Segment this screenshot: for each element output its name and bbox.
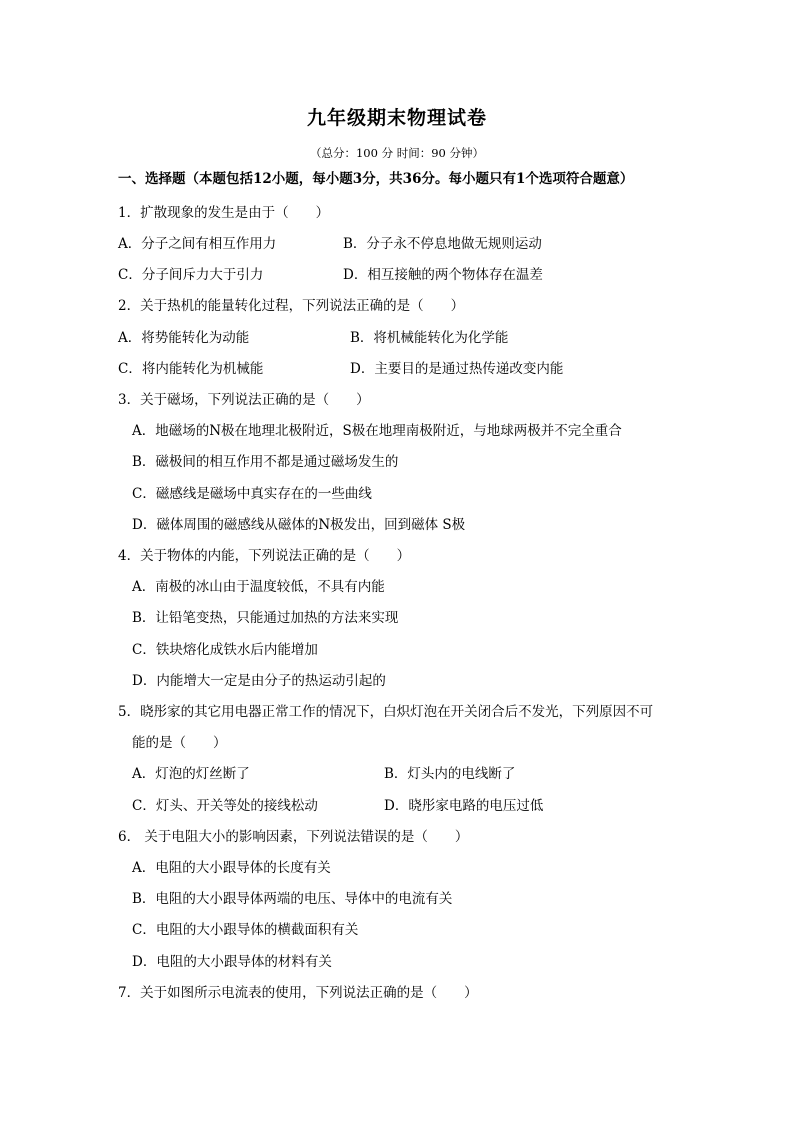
question-2-option-a: A．将势能转化为动能	[118, 330, 250, 346]
question-6-option-b: B．电阻的大小跟导体两端的电压、导体中的电流有关	[132, 891, 453, 907]
question-3-option-d: D．磁体周围的磁感线从磁体的N极发出，回到磁体 S极	[132, 517, 466, 533]
question-1-option-d: D．相互接触的两个物体存在温差	[343, 267, 543, 283]
question-6-option-c: C．电阻的大小跟导体的横截面积有关	[132, 922, 359, 938]
question-3-stem: 3．关于磁场，下列说法正确的是（ ）	[118, 392, 370, 408]
question-2-option-b: B．将机械能转化为化学能	[350, 330, 509, 346]
question-4-option-c: C．铁块熔化成铁水后内能增加	[132, 642, 318, 658]
question-1-stem: 1．扩散现象的发生是由于（ ）	[118, 205, 330, 221]
question-5-option-d: D．晓彤家电路的电压过低	[384, 798, 544, 814]
question-1-option-c: C．分子间斥力大于引力	[118, 267, 264, 283]
question-6-option-a: A．电阻的大小跟导体的长度有关	[132, 860, 331, 876]
question-4-option-a: A．南极的冰山由于温度较低，不具有内能	[132, 579, 385, 595]
question-3-option-a: A．地磁场的N极在地理北极附近，S极在地理南极附近，与地球两极并不完全重合	[132, 423, 622, 439]
question-4-stem: 4．关于物体的内能，下列说法正确的是（ ）	[118, 548, 411, 564]
question-3-option-b: B．磁极间的相互作用不都是通过磁场发生的	[132, 454, 399, 470]
question-7-stem: 7．关于如图所示电流表的使用，下列说法正确的是（ ）	[118, 985, 478, 1001]
question-6-option-d: D．电阻的大小跟导体的材料有关	[132, 954, 332, 970]
question-5-stem-line-1: 5．晓彤家的其它用电器正常工作的情况下，白炽灯泡在开关闭合后不发光，下列原因不可	[118, 704, 654, 720]
section-heading: 一、选择题（本题包括12小题，每小题3分，共36分。每小题只有1个选项符合题意）	[118, 171, 634, 187]
question-5-stem-line-2: 能的是（ ）	[132, 735, 227, 751]
question-4-option-d: D．内能增大一定是由分子的热运动引起的	[132, 673, 386, 689]
question-6-stem: 6． 关于电阻大小的影响因素，下列说法错误的是（ ）	[118, 829, 469, 845]
question-2-stem: 2．关于热机的能量转化过程，下列说法正确的是（ ）	[118, 298, 465, 314]
question-2-option-c: C．将内能转化为机械能	[118, 361, 264, 377]
exam-subtitle: （总分：100 分 时间：90 分钟）	[309, 146, 485, 160]
question-2-option-d: D．主要目的是通过热传递改变内能	[350, 361, 564, 377]
question-5-option-b: B．灯头内的电线断了	[384, 766, 516, 782]
question-5-option-c: C．灯头、开关等处的接线松动	[132, 798, 318, 814]
exam-title: 九年级期末物理试卷	[306, 107, 487, 129]
question-3-option-c: C．磁感线是磁场中真实存在的一些曲线	[132, 486, 372, 502]
question-4-option-b: B．让铅笔变热，只能通过加热的方法来实现	[132, 610, 399, 626]
question-1-option-b: B．分子永不停息地做无规则运动	[343, 236, 542, 252]
question-1-option-a: A．分子之间有相互作用力	[118, 236, 277, 252]
question-5-option-a: A．灯泡的灯丝断了	[132, 766, 250, 782]
